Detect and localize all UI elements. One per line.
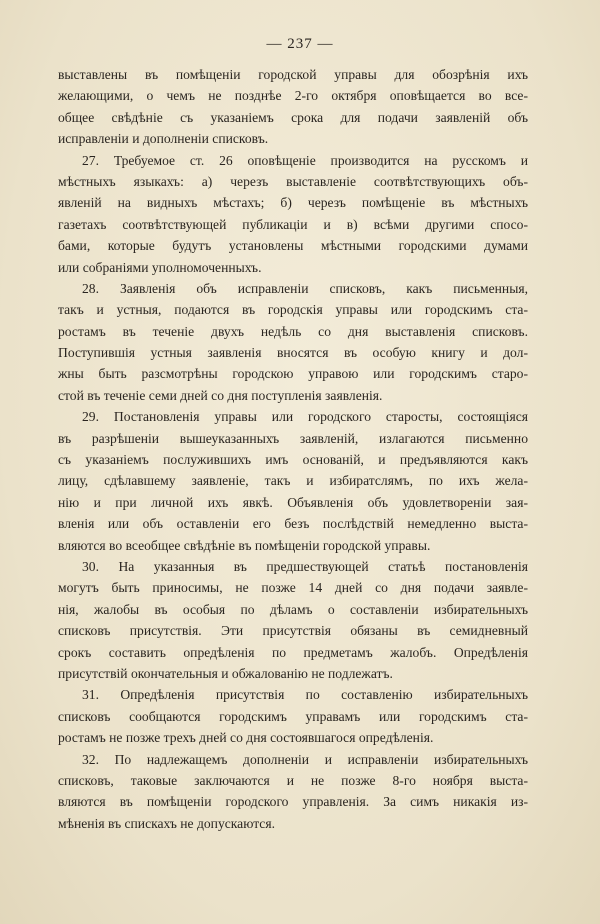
paragraph-p28 <box>58 278 528 406</box>
text-line: присутствій окончательныя и обжалованію не подлежатъ. <box>58 665 393 681</box>
paragraph-p29 <box>58 406 528 556</box>
paragraph-p30 <box>58 556 528 684</box>
text-line: лицу, сдѣлавшему заявленіе, такъ и избиратслямъ, по ихъ жела- <box>58 473 528 489</box>
text-line: общее свѣдѣніе съ указаніемъ срока для подачи заявленій объ <box>58 109 528 125</box>
text-line: явленій на видныхъ мѣстахъ; б) черезъ помѣщеніе въ мѣстныхъ <box>58 195 528 211</box>
text-line: мѣстныхъ языкахъ: а) черезъ выставленіе соотвѣтствующихъ объ- <box>58 173 528 189</box>
text-line: 28. Заявленія объ исправленіи списковъ, какъ письменныя, <box>82 280 528 296</box>
paragraph-p27 <box>58 150 528 278</box>
text-line: могутъ быть приносимы, не позже 14 дней со дня подачи заявле- <box>58 580 528 596</box>
text-line: 29. Постановленія управы или городского старосты, состоящіяся <box>82 409 528 425</box>
text-line: стой въ теченіе семи дней со дня поступленія заявленія. <box>58 387 383 403</box>
text-line: въ разрѣшеніи вышеуказанныхъ заявленій, излагаются письменно <box>58 430 528 446</box>
text-line: списковъ, таковые заключаются и не позже 8-го ноября выста- <box>58 772 528 788</box>
body-text <box>58 64 528 834</box>
text-line: съ указаніемъ послужившихъ имъ основаній, и предъявляются какъ <box>58 452 528 468</box>
paragraph-p32 <box>58 749 528 835</box>
paragraph-p31 <box>58 684 528 748</box>
text-line: 32. По надлежащемъ дополненіи и исправленіи избирательныхъ <box>82 751 528 767</box>
text-line: срокъ составить опредѣленія по предметамъ жалобъ. Опредѣленія <box>58 644 528 660</box>
text-line: списковъ присутствія. Эти присутствія обязаны въ семидневный <box>58 623 528 639</box>
text-line: желающими, о чемъ не позднѣе 2-го октября оповѣщается во все- <box>58 88 528 104</box>
text-line: вляются во всеобщее свѣдѣніе въ помѣщеніи городской управы. <box>58 537 431 553</box>
text-line: выставлены въ помѣщеніи городской управы для обозрѣнія ихъ <box>58 67 528 82</box>
text-line: 27. Требуемое ст. 26 оповѣщеніе производится на русскомъ и <box>82 152 528 168</box>
text-line: ростамъ не позже трехъ дней со дня состоявшагося опредѣленія. <box>58 730 434 746</box>
text-line: жны быть разсмотрѣны городскою управою или городскимъ старо- <box>58 366 528 382</box>
text-line: вляются въ помѣщеніи городского управленія. За симъ никакія из- <box>58 794 528 810</box>
text-line: нію и при личной ихъ явкѣ. Объявленія объ удовлетвореніи зая- <box>58 494 528 510</box>
text-line: вленія или объ оставленіи его безъ послѣдствій немедленно выста- <box>58 516 528 532</box>
text-line: бами, которые будутъ установлены мѣстными городскими думами <box>58 238 528 254</box>
text-line: 30. На указанныя въ предшествующей статьѣ постановленія <box>82 558 528 574</box>
text-line: или собраніями уполномоченныхъ. <box>58 259 262 275</box>
page-number: — 237 — <box>266 36 334 52</box>
text-line: 31. Опредѣленія присутствія по составленію избирательныхъ <box>82 687 528 703</box>
text-line: Поступившія устныя заявленія вносятся въ особую книгу и дол- <box>58 345 528 361</box>
text-line: такъ и устныя, подаются въ городскія управы или городскимъ ста- <box>58 302 528 318</box>
text-line: списковъ сообщаются городскимъ управамъ или городскимъ ста- <box>58 708 528 724</box>
text-line: ростамъ въ теченіе двухъ недѣль со дня выставленія списковъ. <box>58 323 528 339</box>
paragraph-cont <box>58 64 528 150</box>
text-line: мѣненія въ спискахъ не допускаются. <box>58 815 275 831</box>
text-line: газетахъ соотвѣтствующей публикаціи и в) всѣми другими спосо- <box>58 216 528 232</box>
text-line: исправленіи и дополненіи списковъ. <box>58 131 269 147</box>
text-line: нія, жалобы въ особыя по дѣламъ о составленіи избирательныхъ <box>58 601 528 617</box>
